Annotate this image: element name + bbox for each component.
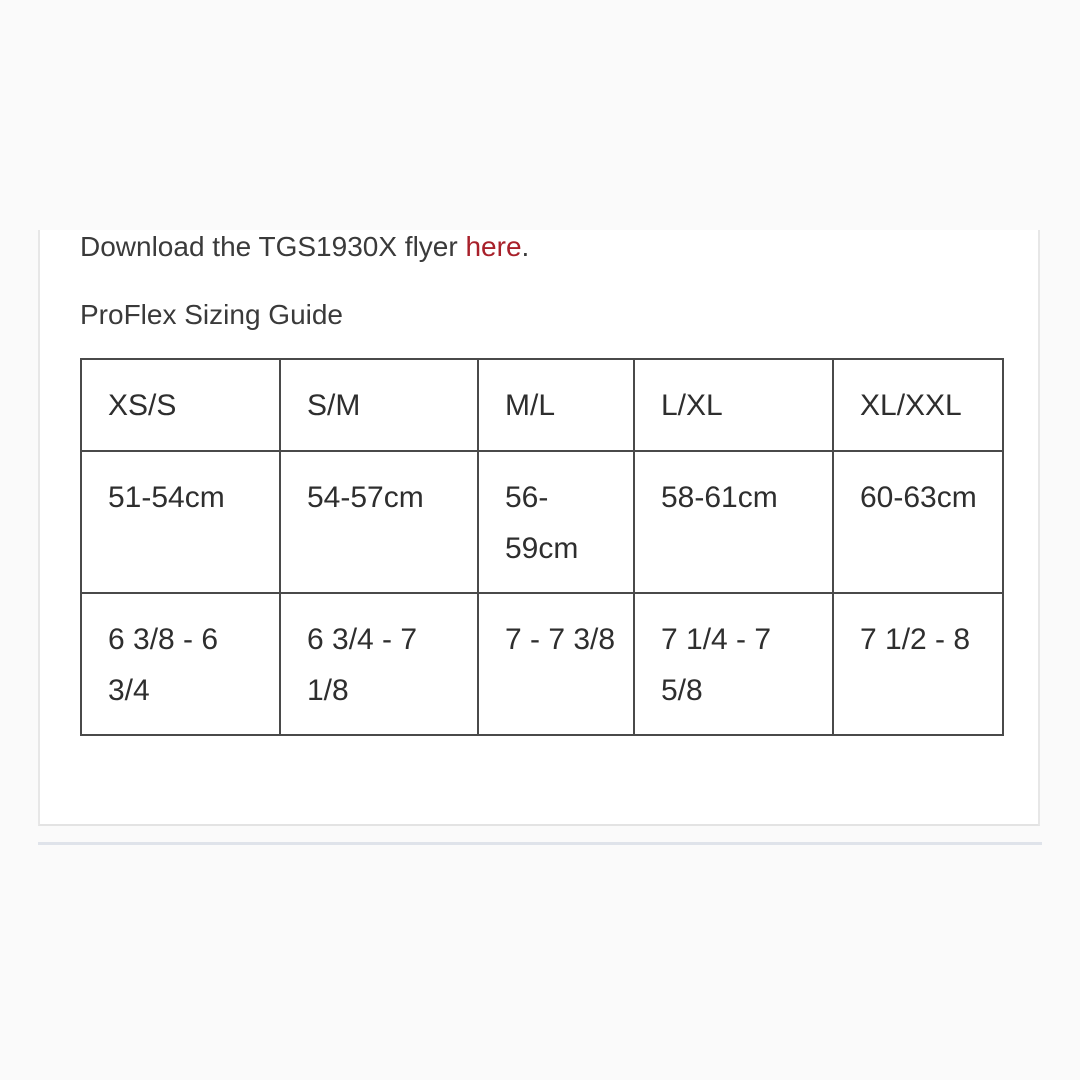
table-cell-size: M/L	[478, 359, 634, 451]
download-flyer-link[interactable]: here	[465, 231, 522, 262]
table-cell-cm: 51-54cm	[81, 451, 280, 593]
hat-size-row	[81, 593, 1003, 735]
download-prefix: Download the TGS1930X flyer	[80, 231, 466, 262]
table-cell-hat-size: 7 1/2 - 8	[833, 593, 1003, 735]
table-cell-hat-size: 6 3/4 - 7 1/8	[280, 593, 478, 735]
table-cell-hat-size: 6 3/8 - 6 3/4	[81, 593, 280, 735]
table-cell-cm: 54-57cm	[280, 451, 478, 593]
sizing-guide-title: ProFlex Sizing Guide	[80, 299, 344, 330]
centimeter-row	[81, 451, 1003, 593]
size-label-row	[81, 359, 1003, 451]
table-cell-hat-size: 7 1/4 - 7 5/8	[634, 593, 833, 735]
download-suffix: .	[521, 231, 530, 262]
table-cell-size: S/M	[280, 359, 478, 451]
content-card	[38, 230, 1040, 826]
download-flyer-text	[80, 230, 529, 264]
table-cell-size: XL/XXL	[833, 359, 1003, 451]
table-cell-hat-size: 7 - 7 3/8	[478, 593, 634, 735]
next-card-edge	[38, 842, 1042, 845]
table-cell-cm: 60-63cm	[833, 451, 1003, 593]
sizing-table	[80, 358, 1004, 736]
table-cell-cm: 58-61cm	[634, 451, 833, 593]
table-cell-size: XS/S	[81, 359, 280, 451]
table-cell-cm: 56-59cm	[478, 451, 634, 593]
table-cell-size: L/XL	[634, 359, 833, 451]
